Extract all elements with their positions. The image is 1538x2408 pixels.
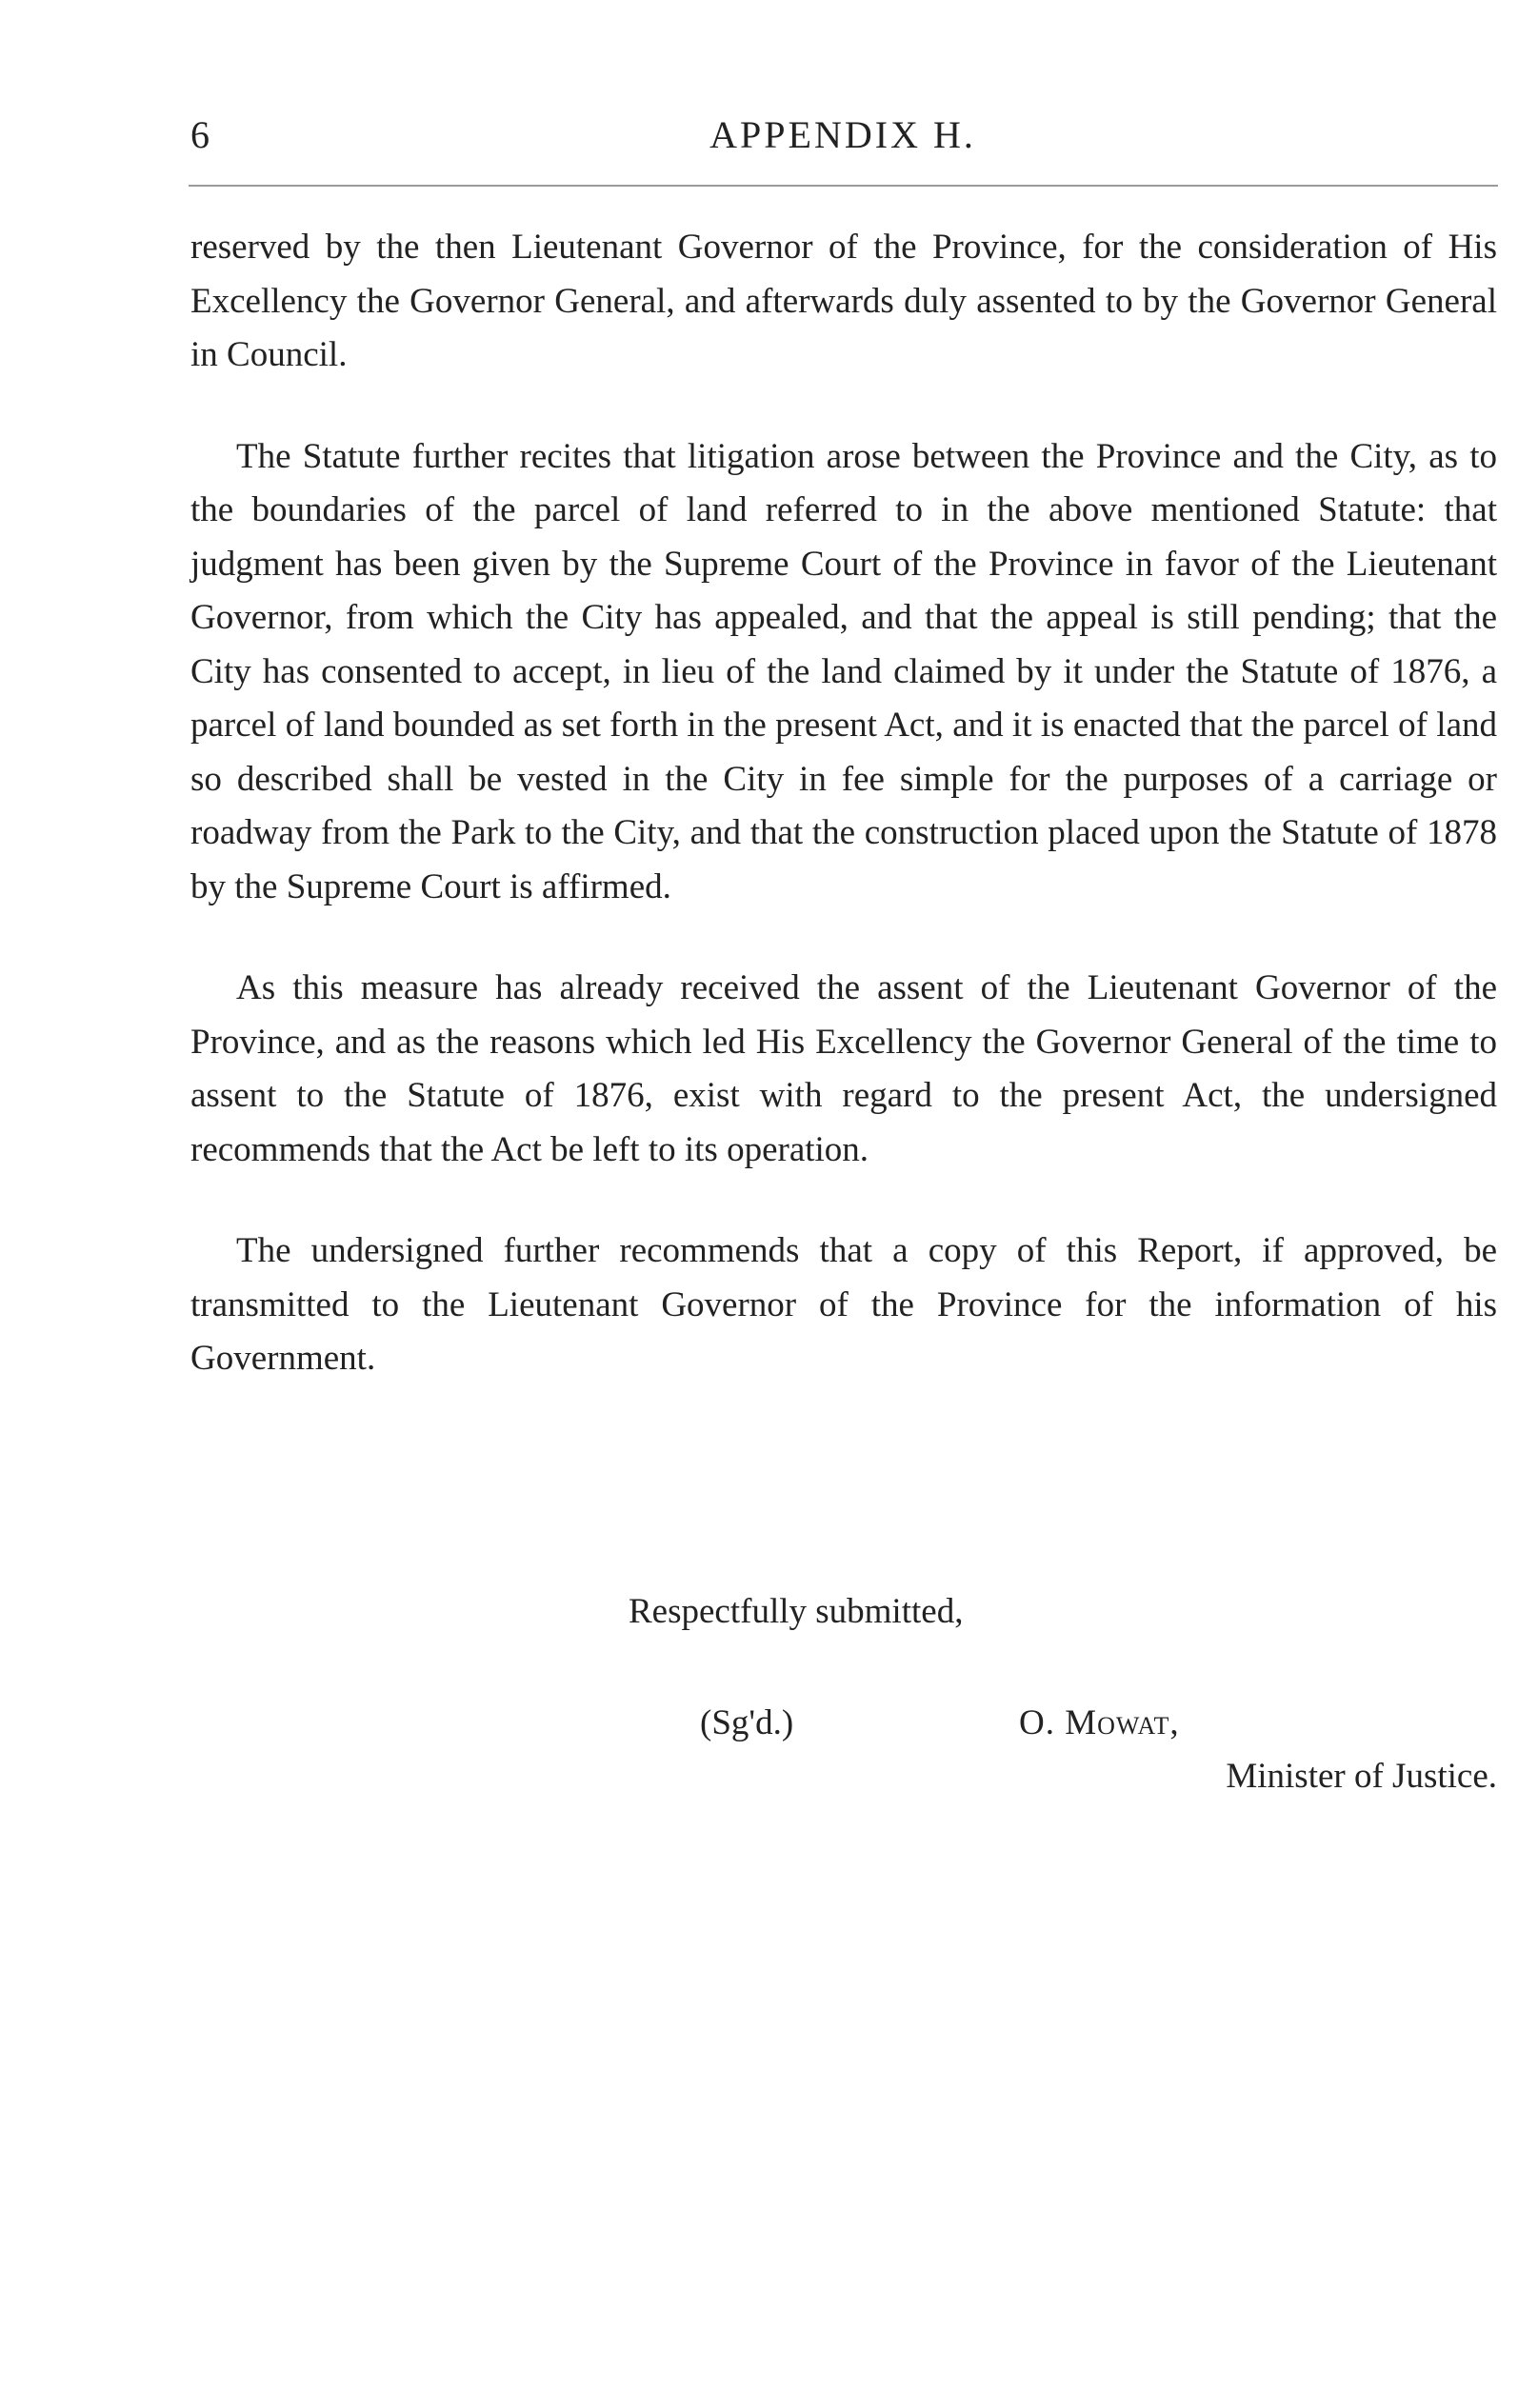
- paragraph-3: As this measure has already received the assent of the Lieutenant Governor of the Province, and as the reasons which led His Excellency the Governor General of the time to assent to the Statute of 1876, exist with regard to the present Act, the undersigned recommends that the Act be left to its operation.: [190, 968, 1497, 1169]
- paragraph-1: reserved by the then Lieutenant Governor of the Province, for the consideration of His Excellency the Governor General, and afterwards duly assented to by the Governor General in Council.: [190, 228, 1497, 374]
- body-text: [190, 221, 1497, 1434]
- closing-salutation: Respectfully submitted,: [629, 1592, 964, 1631]
- signature-row: [190, 1697, 1497, 1751]
- signed-mark: (Sg'd.): [700, 1702, 794, 1742]
- signatory-title-row: [190, 1750, 1497, 1804]
- signatory-name: O. Mowat,: [1019, 1702, 1180, 1742]
- header-rule: [189, 185, 1498, 187]
- closing-block: [190, 1585, 1497, 1804]
- running-head: APPENDIX H.: [709, 113, 976, 156]
- page-header: [190, 107, 1495, 164]
- page-number: 6: [190, 113, 210, 156]
- signatory-title: Minister of Justice.: [1226, 1757, 1497, 1796]
- paragraph-2: The Statute further recites that litigation arose between the Province and the City, as to the boundaries of the parcel of land referred to in the above mentioned Statute: that judgment has been given by the Supreme Court of the Province in favor of the Lieutenant Governor, from which the City has appealed, and that the appeal is still pending; that the City has consented to accept, in lieu of the land claimed by it under the Statute of 1876, a parcel of land bounded as set forth in the present Act, and it is enacted that the parcel of land so described shall be vested in the City in fee simple for the purposes of a carriage or roadway from the Park to the City, and that the construction placed upon the Statute of 1878 by the Supreme Court is affirmed.: [190, 436, 1497, 906]
- paragraph-4: The undersigned further recommends that a copy of this Report, if approved, be transmitted to the Lieutenant Governor of the Province for the information of his Government.: [190, 1231, 1497, 1378]
